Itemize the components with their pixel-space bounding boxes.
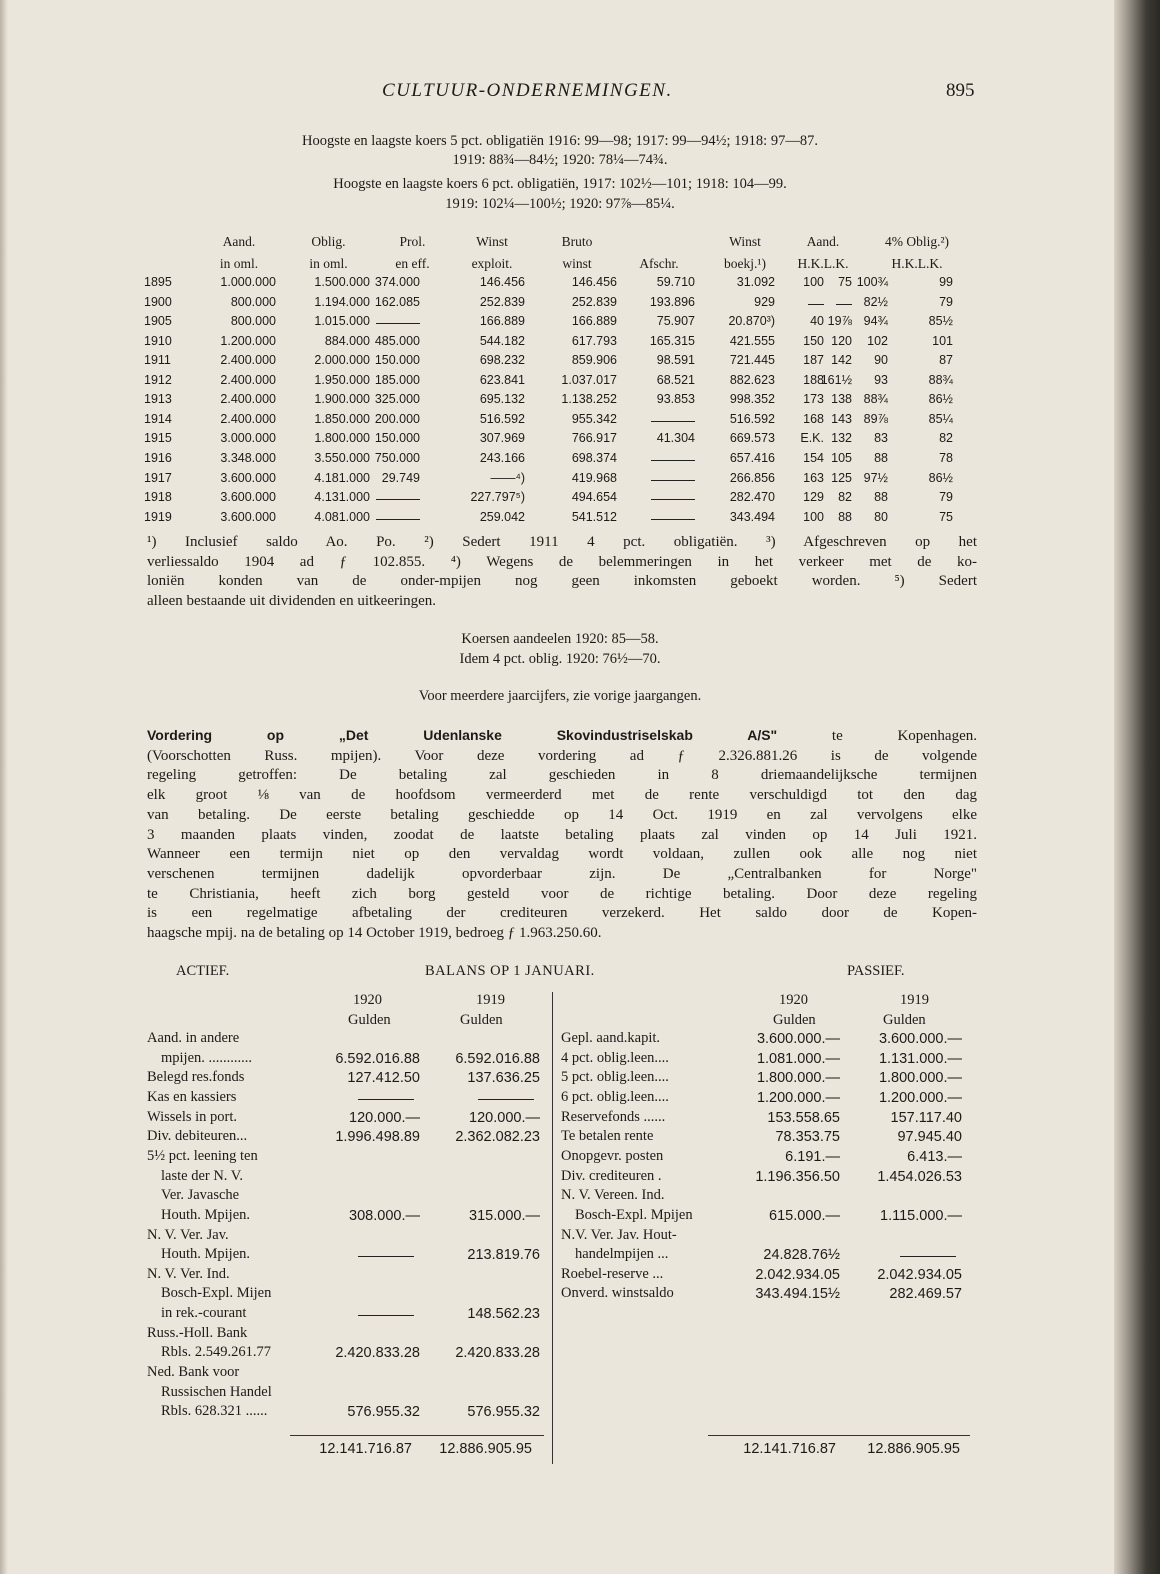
table-cell: 1.850.000 [314,411,370,426]
col-header-line1: Winst [729,234,761,249]
table-cell: 98.591 [656,353,695,368]
table-cell: 623.841 [479,372,525,387]
table-cell: 150.000 [374,431,420,446]
table-cell: 100 [803,509,824,524]
dash-cell [900,1256,956,1257]
table-cell: 102 [867,333,888,348]
balans-label: Russischen Handel [161,1383,272,1400]
table-cell: 163 [803,470,824,485]
table-cell: 200.000 [374,411,420,426]
table-cell: 97½ [863,470,888,485]
balans-value: 2.362.082.23 [455,1129,540,1146]
table-cell: 146.456 [479,275,525,289]
vordering-line: van betaling. De eerste betaling geschiedde op 14 Oct. 1919 en zal vervolgens elke [147,806,977,823]
table-cell: 3.600.000 [220,470,276,485]
table-cell: 3.550.000 [314,450,370,465]
table-cell: 162.085 [374,294,420,309]
balans-value: 315.000.— [469,1207,540,1224]
table-cell: 161½ [820,372,852,387]
row-year: 1900 [144,294,172,309]
vordering-line: 3 maanden plaats vinden, zoodat de laatste betaling plaats zal vinden op 14 Juli 1921. [147,826,977,843]
balans-value: 148.562.23 [467,1306,540,1323]
table-cell: 82 [939,431,953,446]
table-cell: 1.200.000 [220,333,276,348]
table-cell: 41.304 [656,431,695,446]
balans-label: N.V. Ver. Jav. Hout- [561,1226,677,1243]
actief-total-1920: 12.141.716.87 [319,1441,412,1457]
balans-label: Houth. Mpijen. [161,1246,251,1263]
actief-unit-1919: Gulden [460,1012,503,1028]
col-header-line1: Aand. [806,234,840,249]
table-cell: 75 [939,509,953,524]
table-cell: 85¼ [928,411,953,426]
vordering-line: is een regelmatige afbetaling der crediteuren verzekerd. Het saldo door de Kopen- [147,905,977,922]
vordering-heading: Vordering op „Det Udenlanske Skovindustriselskab A/S" [147,727,778,743]
table-cell: 374.000 [374,275,420,289]
koersen-obligaties: Idem 4 pct. oblig. 1920: 76½—70. [459,651,661,667]
row-year: 1919 [144,509,172,524]
table-cell: 185.000 [374,372,420,387]
balans-label: Belegd res.fonds [147,1069,245,1086]
table-cell: 88¾ [863,392,888,407]
table-cell: 85½ [928,314,953,329]
actief-year-1919: 1919 [476,992,505,1008]
balans-value: 1.200.000.— [756,1089,840,1106]
balans-value: 1.200.000.— [878,1089,962,1106]
balans-label: Kas en kassiers [147,1088,237,1105]
table-cell: 252.839 [479,294,525,309]
col-header-line2: boekj.¹) [724,256,766,271]
table-cell: 2.400.000 [220,411,276,426]
vordering-heading-line [147,726,977,747]
balans-title: BALANS OP 1 JANUARI. [425,963,595,979]
table-cell: 929 [754,294,775,309]
table-cell: 79 [939,490,953,505]
balans-value: 1.800.000.— [756,1070,840,1087]
koers-line: Hoogste en laagste koers 5 pct. obligatiën 1916: 99—98; 1917: 99—94½; 1918: 97—87. [302,133,818,149]
balans-value: 24.828.76½ [763,1247,840,1264]
balans-value: 6.592.016.88 [335,1050,420,1067]
table-cell: 29.749 [381,470,420,485]
table-cell: 78 [939,450,953,465]
balans-label: N. V. Ver. Jav. [147,1226,229,1243]
balans-value: 576.955.32 [347,1404,420,1421]
balans-label: 4 pct. oblig.leen.... [561,1049,669,1066]
balans-value: 153.558.65 [767,1109,840,1126]
table-cell: 129 [803,490,824,505]
table-cell: 125 [831,470,852,485]
footnote-line: ¹) Inclusief saldo Ao. Po. ²) Sedert 1911 4 pct. obligatiën. ³) Afgeschreven op het [147,534,977,550]
balans-label: 6 pct. oblig.leen.... [561,1088,669,1105]
balans-value: 1.115.000.— [880,1207,962,1224]
table-cell: 516.592 [729,411,775,426]
table-cell: 3.600.000 [220,490,276,505]
table-cell: 100 [803,275,824,289]
balans-value: 157.117.40 [890,1109,962,1126]
balans-label: Houth. Mpijen. [161,1206,251,1223]
table-cell: 541.512 [571,509,617,524]
table-cell: 2.400.000 [220,392,276,407]
balans-label: Rbls. 628.321 ...... [161,1403,268,1420]
col-header-line1: Winst [476,234,508,249]
balans-label: 5½ pct. leening ten [147,1147,258,1164]
table-cell: 4.081.000 [314,509,370,524]
dash-cell [478,1099,534,1100]
balans-value: 1.454.026.53 [877,1168,962,1185]
table-cell: 998.352 [729,392,775,407]
balans-value: 97.945.40 [897,1129,962,1146]
balans-label: Bosch-Expl. Mpijen [575,1206,693,1223]
table-cell: 173 [803,392,824,407]
vordering-line: verschenen termijnen dadelijk opvorderbaar zijn. De „Centralbanken for Norge" [147,865,977,882]
balans-value: 282.469.57 [889,1286,962,1303]
balans-value: 6.191.— [785,1148,840,1165]
table-cell: 1.015.000 [314,314,370,329]
balans-label: Ned. Bank voor [147,1364,240,1381]
table-cell: 669.573 [729,431,775,446]
table-cell: 750.000 [374,450,420,465]
row-year: 1911 [144,353,171,368]
balans-value: 3.600.000.— [756,1031,840,1047]
table-cell: 101 [932,333,953,348]
actief-total-1919: 12.886.905.95 [439,1441,532,1457]
table-cell: 516.592 [479,411,525,426]
dash-cell [358,1099,414,1100]
balans-value: 127.412.50 [347,1070,420,1087]
table-cell: 882.623 [729,372,775,387]
balans-value: 120.000.— [469,1109,540,1126]
table-cell: 166.889 [571,314,617,329]
table-cell: 68.521 [656,372,695,387]
table-cell: 1.000.000 [220,275,276,289]
table-cell: 307.969 [479,431,525,446]
row-year: 1910 [144,333,172,348]
col-header-line1: Oblig. [311,234,346,249]
balans-value: 3.600.000.— [878,1031,962,1047]
running-header-title: CULTUUR-ONDERNEMINGEN. [382,80,673,101]
table-cell: 59.710 [656,275,695,289]
table-cell: 494.654 [571,490,617,505]
balans-value: 1.196.356.50 [755,1168,840,1185]
table-cell: ——⁴) [490,470,525,485]
table-cell: 143 [831,411,852,426]
balans-value: 615.000.— [769,1207,840,1224]
row-year: 1914 [144,411,172,426]
table-cell: 721.445 [729,353,775,368]
table-cell: 88 [838,509,852,524]
passief-label: PASSIEF. [847,963,905,979]
balans-label: Onopgevr. posten [561,1147,664,1164]
col-header-line1: Aand. [222,234,256,249]
col-header-line2: Afschr. [639,256,679,271]
table-cell: 40 [810,314,824,329]
table-cell: 698.374 [571,450,617,465]
table-cell: 1.138.252 [561,392,617,407]
table-cell: 146.456 [571,275,617,289]
balans-label: Te betalen rente [561,1128,654,1145]
table-cell: 138 [831,392,852,407]
koers-line: 1919: 102¼—100½; 1920: 97⅞—85¼. [445,196,675,212]
balans-label: Div. crediteuren . [561,1167,662,1184]
balans-value: 6.413.— [907,1148,962,1165]
vordering-location: te Kopenhagen. [831,728,977,744]
balans-value: 78.353.75 [775,1129,840,1146]
balans-value: 1.081.000.— [756,1050,840,1067]
vordering-lines [147,747,977,944]
table-cell: 259.042 [479,509,525,524]
balans-label: Onverd. winstsaldo [561,1285,674,1302]
passief-total-1919: 12.886.905.95 [867,1441,960,1457]
footnote-line: alleen bestaande uit dividenden en uitkeeringen. [147,592,437,609]
col-header-line2: H.K.L.K. [891,256,943,271]
passief-year-1920: 1920 [779,992,808,1008]
balans-value: 1.131.000.— [878,1050,962,1067]
actief-unit-1920: Gulden [348,1012,391,1028]
table-cell: 132 [831,431,852,446]
balans-label: 5 pct. oblig.leen.... [561,1069,669,1086]
table-cell: 80 [874,509,888,524]
page-number: 895 [946,80,975,101]
table-cell: 698.232 [479,353,525,368]
col-header-line2: in oml. [219,256,259,271]
balans-label: N. V. Vereen. Ind. [561,1187,665,1204]
balans-label: Rbls. 2.549.261.77 [161,1344,271,1361]
table-cell: 2.400.000 [220,372,276,387]
balans-value: 6.592.016.88 [455,1050,540,1067]
passief-year-1919: 1919 [900,992,929,1008]
table-cell: 93.853 [656,392,695,407]
table-cell: 99 [939,275,953,289]
table-cell: 617.793 [571,333,617,348]
table-cell: 94¾ [863,314,888,329]
table-cell: 105 [831,450,852,465]
passief-unit-1920: Gulden [773,1012,816,1028]
book-spine [1114,0,1160,1574]
table-cell: 120 [831,333,852,348]
row-year: 1913 [144,392,172,407]
table-cell: 83 [874,431,888,446]
table-cell: 2.400.000 [220,353,276,368]
table-cell: 31.092 [736,275,775,289]
meerdere-jaarcijfers: Voor meerdere jaarcijfers, zie vorige jaargangen. [418,688,702,704]
table-cell: 82½ [863,294,888,309]
balans-label: in rek.-courant [161,1305,247,1322]
vordering-line: haagsche mpij. na de betaling op 14 October 1919, bedroeg ƒ 1.963.250.60. [147,925,602,942]
col-header-line2: en eff. [395,256,430,271]
balans-value: 137.636.25 [467,1070,540,1087]
table-cell: 87 [939,353,953,368]
balans-label: Russ.-Holl. Bank [147,1324,248,1341]
col-header-line1: Prol. [399,234,426,249]
table-cell: 75 [838,275,852,289]
table-cell: 88 [874,450,888,465]
table-cell: 3.348.000 [220,450,276,465]
table-cell: 86½ [928,392,953,407]
table-cell: 282.470 [729,490,775,505]
col-header-line1: Bruto [561,234,593,249]
table-cell: 2.000.000 [314,353,370,368]
table-cell: 859.906 [571,353,617,368]
balans-value: 1.800.000.— [878,1070,962,1087]
balans-label: Aand. in andere [147,1030,240,1046]
table-cell: 325.000 [374,392,420,407]
footnotes-block [147,533,977,611]
table-cell: 75.907 [656,314,695,329]
table-cell: 800.000 [230,294,276,309]
row-year: 1916 [144,450,172,465]
row-year: 1905 [144,314,172,329]
dash-cell [376,519,420,520]
balans-label: Bosch-Expl. Mijen [161,1285,272,1302]
actief-label: ACTIEF. [176,963,230,979]
table-cell: 165.315 [649,333,695,348]
table-cell: 79 [939,294,953,309]
col-header-line2: exploit. [471,256,513,271]
table-cell: 266.856 [729,470,775,485]
balans-label: N. V. Ver. Ind. [147,1265,230,1282]
balans-label: Ver. Javasche [161,1187,240,1204]
table-cell: 766.917 [571,431,617,446]
row-year: 1915 [144,431,172,446]
table-cell: 187 [803,353,824,368]
balans-value: 343.494.15½ [755,1286,840,1303]
vordering-line: Wanneer een termijn niet op den vervaldag wordt voldaan, zullen ook alle nog niet [147,846,977,863]
balans-label: mpijen. ............ [161,1049,253,1066]
table-cell: 89⅞ [863,411,888,426]
balans-label: Roebel-reserve ... [561,1265,664,1282]
table-cell: 188 [803,372,824,387]
table-cell: 20.870³) [728,314,775,329]
table-cell: 166.889 [479,314,525,329]
koers-line: 1919: 88¾—84½; 1920: 78¼—74¾. [452,152,668,168]
balans-label: Div. debiteuren... [147,1128,248,1145]
footnote-line: loniën konden van de onder-mpijen nog geen inkomsten geboekt worden. ⁵) Sedert [147,573,977,589]
row-year: 1912 [144,372,172,387]
dash-cell [358,1256,414,1257]
table-cell: 955.342 [571,411,617,426]
balans-value: 2.420.833.28 [335,1345,420,1362]
table-cell: 800.000 [230,314,276,329]
vordering-line: te Christiania, heeft zich borg gesteld voor de richtige betaling. Door deze regeling [147,885,977,902]
actief-year-1920: 1920 [353,992,382,1008]
balans-value: 308.000.— [349,1207,420,1224]
table-cell: 142 [831,353,852,368]
dash-cell [376,499,420,500]
balans-divider [552,992,553,1464]
row-year: 1918 [144,490,172,505]
passief-total-rule [708,1435,970,1436]
balans-value: 2.042.934.05 [877,1266,962,1283]
vordering-line: (Voorschotten Russ. mpijen). Voor deze vordering ad ƒ 2.326.881.26 is de volgende [147,747,977,764]
balans-value: 213.819.76 [467,1247,540,1264]
col-header-line2: winst [562,256,592,271]
table-cell: 154 [803,450,824,465]
table-cell: 4.131.000 [314,490,370,505]
dash-cell [358,1315,414,1316]
balans-label: Reservefonds ...... [561,1108,666,1125]
table-cell: E.K. [800,431,824,446]
actief-total-rule [290,1435,544,1436]
table-cell: 1.194.000 [314,294,370,309]
table-cell: 4.181.000 [314,470,370,485]
table-cell: 19⅞ [827,314,852,329]
row-year: 1895 [144,275,172,289]
col-header-line1: 4% Oblig.²) [884,234,950,249]
table-cell: 1.950.000 [314,372,370,387]
table-cell: 695.132 [479,392,525,407]
vordering-line: elk groot ⅛ van de hoofdsom vermeerderd met de rente verschuldigd tot den dag [147,787,977,804]
balans-label: Gepl. aand.kapit. [561,1030,661,1046]
page-left-edge [0,0,8,1574]
balans-value: 2.420.833.28 [455,1345,540,1362]
table-cell: 657.416 [729,450,775,465]
table-cell: 88¾ [928,372,953,387]
vordering-paragraph [147,726,977,944]
koersen-aandeelen: Koersen aandeelen 1920: 85—58. [461,631,659,647]
row-year: 1917 [144,470,172,485]
table-cell: 419.968 [571,470,617,485]
table-cell: 243.166 [479,450,525,465]
table-cell: 90 [874,353,888,368]
table-cell: 82 [838,490,852,505]
table-cell: 343.494 [729,509,775,524]
table-cell: 252.839 [571,294,617,309]
table-cell: 150 [803,333,824,348]
vordering-line: regeling getroffen: De betaling zal geschieden in 8 driemaandelijksche termijnen [147,767,977,784]
table-cell: 88 [874,490,888,505]
col-header-line2: H.K.L.K. [797,256,849,271]
table-cell: 3.000.000 [220,431,276,446]
footnote-line: verliessaldo 1904 ad ƒ 102.855. ⁴) Wegens de belemmeringen in het verkeer met de ko- [147,553,977,570]
balans-value: 576.955.32 [467,1404,540,1421]
table-cell: 100¾ [856,275,888,289]
table-cell: 421.555 [729,333,775,348]
table-cell: 1.500.000 [314,275,370,289]
table-cell: 227.797⁵) [470,490,525,505]
table-cell: 93 [874,372,888,387]
passief-total-1920: 12.141.716.87 [743,1441,836,1457]
table-cell: 193.896 [649,294,695,309]
balans-label: handelmpijen ... [575,1246,669,1263]
col-header-line2: in oml. [309,256,348,271]
balans-label: laste der N. V. [161,1167,244,1184]
table-cell: 86½ [928,470,953,485]
table-cell: 1.900.000 [314,392,370,407]
passief-unit-1919: Gulden [883,1012,926,1028]
balans-value: 120.000.— [349,1109,420,1126]
table-cell: 485.000 [374,333,420,348]
balans-value: 1.996.498.89 [335,1129,420,1146]
table-cell: 544.182 [479,333,525,348]
balans-label: Wissels in port. [147,1108,238,1125]
table-cell: 884.000 [324,333,370,348]
koers-line: Hoogste en laagste koers 6 pct. obligatiën, 1917: 102½—101; 1918: 104—99. [333,176,787,192]
table-cell: 1.800.000 [314,431,370,446]
table-cell: 1.037.017 [561,372,617,387]
dash-cell [376,323,420,324]
balans-value: 2.042.934.05 [755,1266,840,1283]
table-cell: 168 [803,411,824,426]
table-cell: 150.000 [374,353,420,368]
table-cell: 3.600.000 [220,509,276,524]
